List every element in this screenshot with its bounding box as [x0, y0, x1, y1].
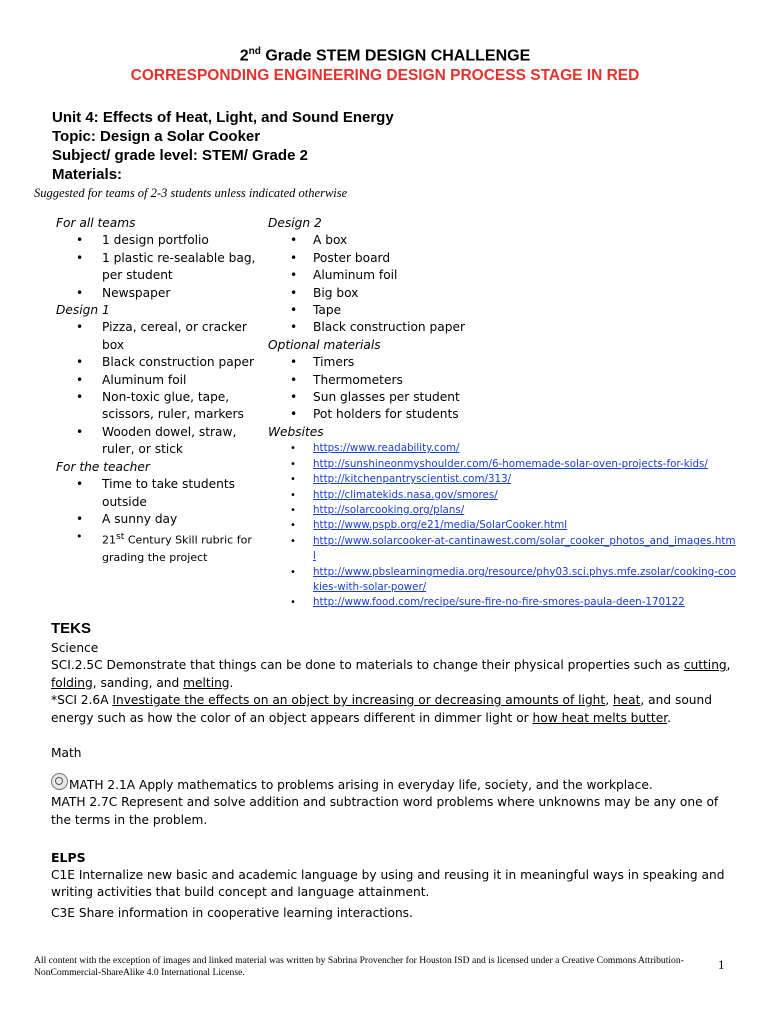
- list-item: • A box: [268, 232, 738, 249]
- elps-c1e: C1E Internalize new basic and academic language by using and reusing it in meaningful ways in speaking and writing activities that build concept and language attainment.: [51, 867, 725, 899]
- standards-section: [51, 620, 741, 922]
- math-label: Math: [51, 746, 82, 760]
- elps-c3e: C3E Share information in cooperative learning interactions.: [51, 905, 413, 920]
- underlined-term: melting: [183, 675, 230, 690]
- websites-heading: Websites: [268, 424, 324, 439]
- website-link[interactable]: http://kitchenpantryscientist.com/313/: [313, 473, 512, 486]
- list-item: • Black construction paper: [268, 319, 738, 336]
- process-standard-icon: [51, 773, 68, 790]
- list-item: • Black construction paper: [56, 354, 256, 371]
- list-item: • Thermometers: [268, 372, 738, 389]
- website-link[interactable]: http://www.food.com/recipe/sure-fire-no-fire-smores-paula-deen-170122: [313, 596, 685, 609]
- math-standard-2-7c: MATH 2.7C Represent and solve addition and subtraction word problems where unknowns may be any one of the terms in the problem.: [51, 795, 719, 827]
- website-link[interactable]: http://www.pbslearningmedia.org/resource/phy03.sci.phys.mfe.zsolar/cooking-cookies-with-solar-power/: [313, 565, 737, 593]
- optional-list: [268, 354, 738, 424]
- standard-text: , and sound energy such as how the color of an object appears different in dimmer light or: [51, 693, 712, 725]
- unit-line: Unit 4: Effects of Heat, Light, and Sound Energy: [52, 109, 394, 126]
- list-item: • Sun glasses per student: [268, 389, 738, 406]
- all-teams-list: [56, 232, 256, 302]
- document-subtitle: CORRESPONDING ENGINEERING DESIGN PROCESS STAGE IN RED: [130, 67, 640, 84]
- rubric-number: 21: [102, 533, 116, 547]
- list-item: • Wooden dowel, straw, ruler, or stick: [56, 424, 256, 459]
- list-item: • A sunny day: [56, 511, 256, 528]
- all-teams-heading: For all teams: [56, 216, 136, 230]
- materials-left-column: [56, 215, 256, 566]
- website-link[interactable]: http://www.solarcooker-at-cantinawest.com/solar_cooker_photos_and_images.html: [313, 534, 736, 563]
- list-item: [268, 518, 738, 533]
- website-link[interactable]: http://www.pspb.org/e21/media/SolarCooker.html: [313, 519, 568, 532]
- list-item: [268, 534, 738, 565]
- list-item: • Non-toxic glue, tape, scissors, ruler, markers: [56, 389, 256, 424]
- rubric-suffix: st: [116, 531, 125, 543]
- list-item: • Timers: [268, 354, 738, 371]
- standard-text: MATH 2.1A Apply mathematics to problems arising in everyday life, society, and the workplace.: [69, 777, 653, 792]
- title-text: Grade STEM DESIGN CHALLENGE: [260, 47, 531, 65]
- teacher-heading: For the teacher: [56, 459, 150, 474]
- standard-text: SCI.2.5C Demonstrate that things can be done to materials to change their physical properties such as: [51, 658, 684, 672]
- topic-line: Topic: Design a Solar Cooker: [52, 128, 261, 145]
- rubric-item: [56, 528, 256, 566]
- websites-list: [268, 441, 738, 610]
- list-item: • Time to take students outside: [56, 476, 256, 511]
- underlined-term: folding: [51, 675, 93, 690]
- list-item: [268, 441, 738, 456]
- lesson-meta: [52, 108, 394, 165]
- math-standard-2-1a: [51, 773, 741, 795]
- materials-heading: Materials:: [52, 166, 123, 183]
- standard-text: *SCI 2.6A: [51, 693, 113, 707]
- license-footer: All content with the exception of images and linked material was written by Sabrina Provencher for Houston ISD and is licensed under a Creative Commons Attribution-NonCommercial-ShareAlike 4.0 International License.: [34, 955, 684, 978]
- underlined-term: Investigate the effects on an object by increasing or decreasing amounts of light: [112, 693, 606, 707]
- list-item: • Tape: [268, 302, 738, 319]
- list-item: [268, 503, 738, 518]
- website-link[interactable]: http://climatekids.nasa.gov/smores/: [313, 488, 498, 501]
- website-link[interactable]: http://sunshineonmyshoulder.com/6-homemade-solar-oven-projects-for-kids/: [313, 457, 708, 470]
- list-item: • 1 plastic re-sealable bag, per student: [56, 250, 256, 285]
- science-label: Science: [51, 640, 99, 655]
- standard-text: ,: [726, 658, 731, 672]
- list-item: • Aluminum foil: [268, 267, 738, 284]
- standard-text: ,: [605, 693, 613, 707]
- website-link[interactable]: https://www.readability.com/: [313, 442, 460, 455]
- document-title: [0, 46, 770, 65]
- design1-heading: Design 1: [56, 303, 110, 318]
- underlined-term: cutting: [683, 658, 727, 672]
- list-item: • Poster board: [268, 250, 738, 267]
- materials-note: Suggested for teams of 2-3 students unless indicated otherwise: [34, 186, 348, 200]
- list-item: [268, 457, 738, 472]
- design2-list: [268, 232, 738, 336]
- list-item: • Aluminum foil: [56, 372, 256, 389]
- list-item: • Newspaper: [56, 285, 256, 302]
- list-item: • Pizza, cereal, or cracker box: [56, 319, 256, 354]
- teks-heading: TEKS: [51, 620, 92, 637]
- optional-heading: Optional materials: [268, 337, 381, 352]
- list-item: • 1 design portfolio: [56, 232, 256, 249]
- standard-text: .: [229, 675, 234, 690]
- list-item: [268, 595, 738, 610]
- materials-right-column: [268, 215, 738, 611]
- list-item: [268, 472, 738, 487]
- underlined-term: heat: [612, 693, 641, 707]
- grade-suffix: nd: [248, 46, 261, 57]
- list-item: [268, 488, 738, 503]
- list-item: • Pot holders for students: [268, 406, 738, 423]
- standard-text: .: [667, 710, 671, 725]
- website-link[interactable]: http://solarcooking.org/plans/: [313, 503, 465, 516]
- rubric-text: Century Skill rubric for grading the project: [102, 533, 252, 564]
- standard-text: , sanding, and: [92, 675, 184, 690]
- teacher-list: [56, 476, 256, 566]
- science-standard-5c: [51, 657, 741, 692]
- design2-heading: Design 2: [268, 216, 322, 230]
- elps-heading: ELPS: [51, 850, 86, 865]
- list-item: • Big box: [268, 285, 738, 302]
- design1-list: [56, 319, 256, 458]
- subject-line: Subject/ grade level: STEM/ Grade 2: [52, 147, 308, 164]
- list-item: [268, 565, 738, 596]
- page-number: 1: [718, 957, 725, 972]
- grade-number: 2: [239, 47, 249, 65]
- science-standard-6a: [51, 692, 741, 727]
- underlined-term: how heat melts butter: [532, 710, 668, 725]
